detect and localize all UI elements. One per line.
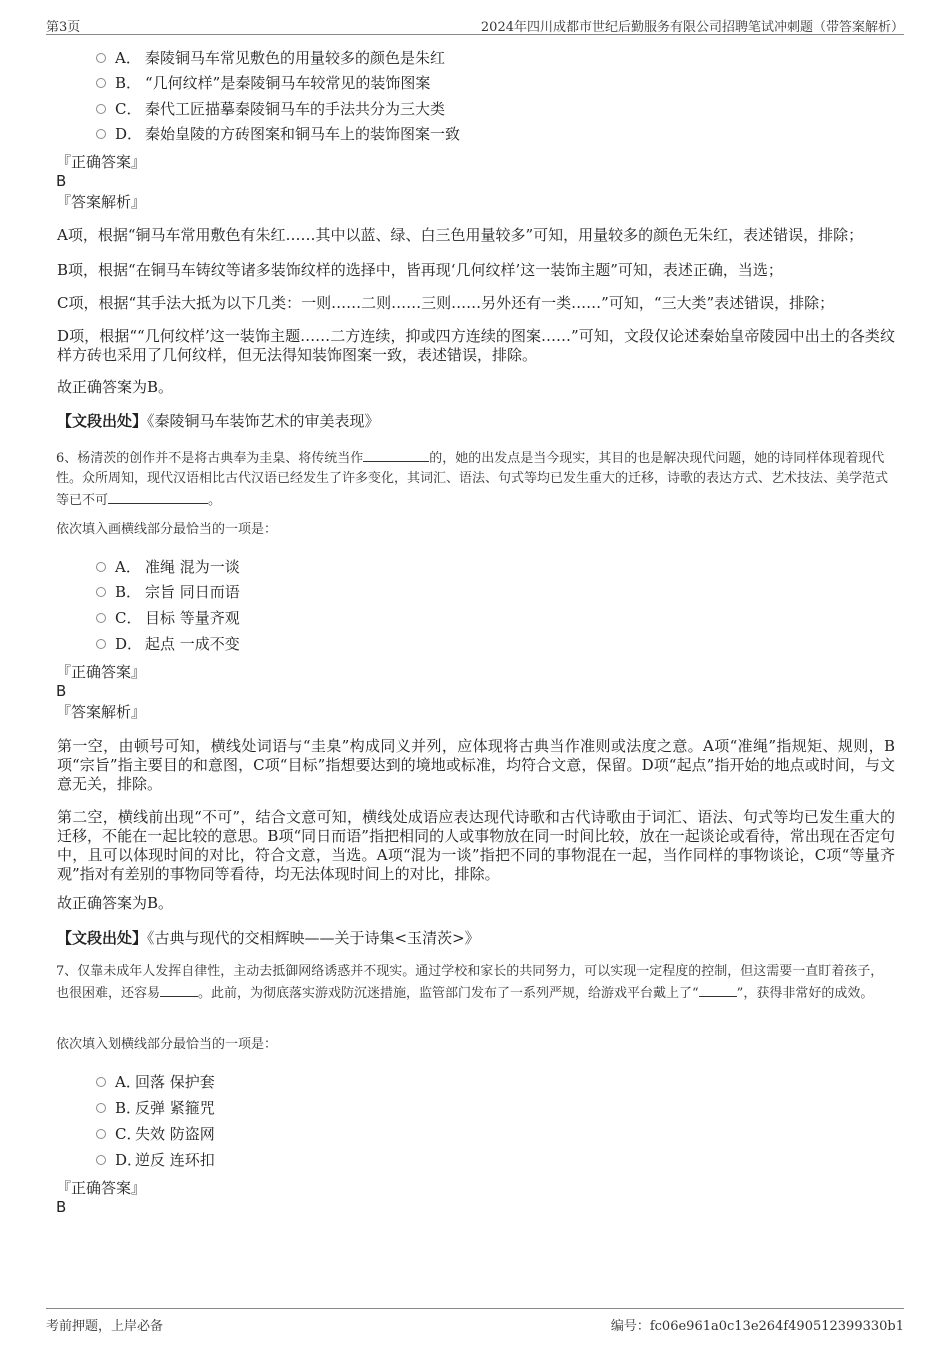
q5-conclusion: 故正确答案为B。 bbox=[57, 378, 174, 396]
q5-analysis-d: D项，根据““几何纹样’这一装饰主题……二方连续，抑或四方连续的图案……”可知，文段仅论述秦始皇帝陵园中出土的各类纹样方砖也采用了几何纹样，但无法得知装饰图案一致，表述错误，排除。 bbox=[57, 327, 895, 364]
footer-slogan: 考前押题，上岸必备 bbox=[46, 1319, 164, 1334]
radio-icon[interactable] bbox=[96, 562, 106, 572]
q7-blank-1 bbox=[160, 982, 198, 997]
q7-option-c[interactable]: C．失效 防盗网 bbox=[96, 1124, 215, 1144]
q5-analysis-b: B项，根据“在铜马车铸纹等诸多装饰纹样的选择中，皆再现‘几何纹样’这一装饰主题”可知，表述正确，当选； bbox=[57, 261, 783, 279]
q6-source: 【文段出处】《古典与现代的交相辉映——关于诗集<玉清茨>》 bbox=[57, 929, 480, 947]
q5-option-c[interactable]: C． 秦代工匠描摹秦陵铜马车的手法共分为三大类 bbox=[96, 99, 445, 119]
radio-icon[interactable] bbox=[96, 53, 106, 63]
q6-option-b[interactable]: B． 宗旨 同日而语 bbox=[96, 582, 240, 602]
q5-option-b[interactable]: B． “几何纹样”是秦陵铜马车较常见的装饰图案 bbox=[96, 73, 430, 93]
radio-icon[interactable] bbox=[96, 104, 106, 114]
q7-answer: B bbox=[56, 1198, 67, 1216]
q7-option-b[interactable]: B．反弹 紧箍咒 bbox=[96, 1098, 215, 1118]
q5-analysis-label: 『答案解析』 bbox=[56, 193, 147, 211]
radio-icon[interactable] bbox=[96, 1155, 106, 1165]
radio-icon[interactable] bbox=[96, 78, 106, 88]
radio-icon[interactable] bbox=[96, 613, 106, 623]
q6-option-d[interactable]: D． 起点 一成不变 bbox=[96, 634, 240, 654]
q6-answer: B bbox=[56, 682, 67, 700]
q6-prompt: 依次填入画横线部分最恰当的一项是： bbox=[56, 522, 278, 537]
footer-code: 编号：fc06e961a0c13e264f490512399330b1 bbox=[610, 1319, 904, 1334]
q5-source: 【文段出处】《秦陵铜马车装饰艺术的审美表现》 bbox=[57, 412, 380, 430]
q6-blank-2 bbox=[108, 489, 208, 504]
radio-icon[interactable] bbox=[96, 639, 106, 649]
document-title: 2024年四川成都市世纪后勤服务有限公司招聘笔试冲刺题（带答案解析） bbox=[480, 20, 904, 35]
q7-option-d[interactable]: D．逆反 连环扣 bbox=[96, 1150, 215, 1170]
q6-option-a[interactable]: A． 准绳 混为一谈 bbox=[96, 557, 240, 577]
q7-stem: 7、仅靠未成年人发挥自律性，主动去抵御网络诱惑并不现实。通过学校和家长的共同努力，可以实现一定程度的控制，但这需要一直盯着孩子，也很困难，还容易 。此前，为彻底落实游戏防沉迷措施，监管部门发布了一系列严规，给游戏平台戴上了“ ”，获得非常好的成效。 bbox=[56, 964, 884, 1001]
q5-analysis-a: A项，根据“铜马车常用敷色有朱红……其中以蓝、绿、白三色用量较多”可知，用量较多的颜色无朱红，表述错误，排除； bbox=[57, 226, 864, 244]
radio-icon[interactable] bbox=[96, 587, 106, 597]
q6-answer-label: 『正确答案』 bbox=[56, 663, 147, 681]
q5-answer: B bbox=[56, 172, 67, 190]
radio-icon[interactable] bbox=[96, 1129, 106, 1139]
radio-icon[interactable] bbox=[96, 1077, 106, 1087]
q6-blank-1 bbox=[363, 447, 429, 462]
q7-answer-label: 『正确答案』 bbox=[56, 1179, 147, 1197]
q7-prompt: 依次填入划横线部分最恰当的一项是： bbox=[56, 1037, 278, 1052]
q6-option-c[interactable]: C． 目标 等量齐观 bbox=[96, 608, 240, 628]
radio-icon[interactable] bbox=[96, 129, 106, 139]
q5-option-a[interactable]: A． 秦陵铜马车常见敷色的用量较多的颜色是朱红 bbox=[96, 48, 445, 68]
q6-analysis-label: 『答案解析』 bbox=[56, 703, 147, 721]
q6-stem: 6、杨清茨的创作并不是将古典奉为圭臬、将传统当作 的，她的出发点是当今现实，其目的也是解决现代问题，她的诗同样体现着现代性。众所周知，现代汉语相比古代汉语已经发生了许多变化，其词汇、语法、句式等均已发生重大的迁移，诗歌的表达方式、艺术技法、美学范式等已不可 。 bbox=[56, 447, 896, 511]
page-footer bbox=[46, 1308, 904, 1334]
radio-icon[interactable] bbox=[96, 1103, 106, 1113]
q5-analysis-c: C项，根据“其手法大抵为以下几类：一则……二则……三则……另外还有一类……”可知，“三大类”表述错误，排除； bbox=[57, 294, 835, 312]
q6-conclusion: 故正确答案为B。 bbox=[57, 894, 174, 912]
q7-option-a[interactable]: A．回落 保护套 bbox=[96, 1072, 215, 1092]
q6-analysis-1: 第一空，由顿号可知，横线处词语与“圭臬”构成同义并列，应体现将古典当作准则或法度之意。A项“准绳”指规矩、规则，B项“宗旨”指主要目的和意图，C项“目标”指想要达到的境地或标准，均符合文意，保留。D项“起点”指开始的地点或时间，与文意无关，排除。 bbox=[57, 737, 895, 793]
page-number: 第3页 bbox=[46, 20, 81, 35]
q5-answer-label: 『正确答案』 bbox=[56, 153, 147, 171]
q6-analysis-2: 第二空，横线前出现“不可”，结合文意可知，横线处成语应表达现代诗歌和古代诗歌由于词汇、语法、句式等均已发生重大的迁移，不能在一起比较的意思。B项“同日而语”指把相同的人或事物放在同一时间比较，放在一起谈论或看待，常出现在否定句中，且可以体现时间的对比，符合文意，当选。A项“混为一谈”指把不同的事物混在一起，当作同样的事物谈论，C项“等量齐观”指对有差别的事物同等看待，均无法体现时间上的对比，排除。 bbox=[57, 808, 895, 883]
page-header bbox=[46, 14, 904, 35]
q7-blank-2 bbox=[699, 982, 737, 997]
q5-option-d[interactable]: D． 秦始皇陵的方砖图案和铜马车上的装饰图案一致 bbox=[96, 124, 460, 144]
